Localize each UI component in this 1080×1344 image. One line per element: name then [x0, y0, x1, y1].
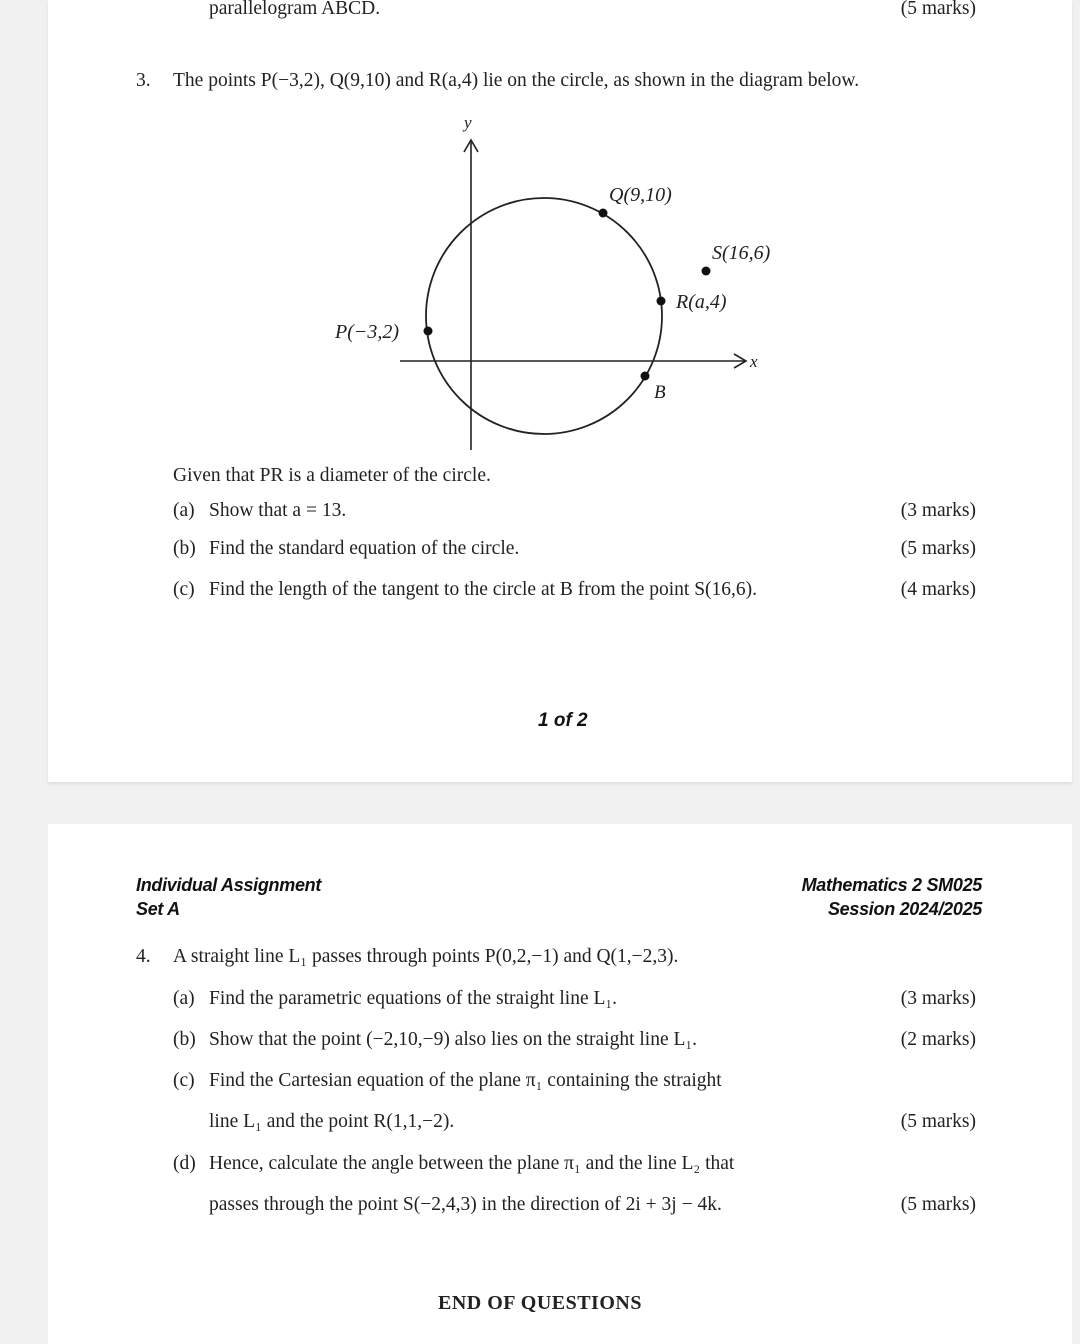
- q3-given: Given that PR is a diameter of the circle.: [173, 465, 491, 486]
- q4d-marks: (5 marks): [900, 1194, 976, 1215]
- point-P: [424, 327, 433, 336]
- q3b-label: (b): [173, 538, 196, 559]
- q3c-label: (c): [173, 579, 195, 600]
- header-assignment: Individual Assignment: [136, 875, 322, 895]
- q4b-marks: (2 marks): [900, 1029, 976, 1050]
- q3b-marks: (5 marks): [900, 538, 976, 559]
- previous-question-tail: parallelogram ABCD.: [209, 0, 381, 19]
- q4d-label: (d): [173, 1153, 196, 1174]
- point-Q: [599, 209, 608, 218]
- header-course: Mathematics 2 SM025: [801, 875, 982, 895]
- q4d-text: Hence, calculate the angle between the plane π₁ and the line L₂ that: [209, 1153, 735, 1174]
- x-axis-label: x: [750, 352, 758, 371]
- label-S: S(16,6): [712, 242, 771, 264]
- q4-number: 4.: [136, 946, 151, 967]
- q3b-text: Find the standard equation of the circle.: [209, 538, 520, 559]
- q4b-label: (b): [173, 1029, 196, 1050]
- q4b-text: Show that the point (−2,10,−9) also lies on the straight line L₁.: [209, 1029, 698, 1050]
- header-session: Session 2024/2025: [827, 899, 982, 919]
- q3-stem: The points P(−3,2), Q(9,10) and R(a,4) lie on the circle, as shown in the diagram below.: [173, 70, 860, 91]
- circle-diagram: [48, 0, 1072, 470]
- q4d-text-line2: passes through the point S(−2,4,3) in the direction of 2i + 3j − 4k.: [209, 1194, 722, 1215]
- q3c-marks: (4 marks): [900, 579, 976, 600]
- q4c-label: (c): [173, 1070, 195, 1091]
- header-set: Set A: [136, 899, 180, 919]
- label-P: P(−3,2): [335, 321, 400, 343]
- q4c-text: Find the Cartesian equation of the plane π₁ containing the straight: [209, 1070, 722, 1091]
- label-Q: Q(9,10): [609, 184, 672, 206]
- page-number: 1 of 2: [538, 710, 588, 731]
- q3a-label: (a): [173, 500, 195, 521]
- point-S: [702, 267, 711, 276]
- previous-question-marks: (5 marks): [900, 0, 976, 19]
- q4c-marks: (5 marks): [900, 1111, 976, 1132]
- label-B: B: [654, 382, 666, 403]
- q4a-marks: (3 marks): [900, 988, 976, 1009]
- q3a-marks: (3 marks): [900, 500, 976, 521]
- q3c-text: Find the length of the tangent to the circle at B from the point S(16,6).: [209, 579, 758, 600]
- point-B: [641, 372, 650, 381]
- q3a-text: Show that a = 13.: [209, 500, 347, 521]
- end-of-questions: END OF QUESTIONS: [438, 1292, 642, 1314]
- circle: [426, 198, 662, 434]
- q4a-label: (a): [173, 988, 195, 1009]
- q4a-text: Find the parametric equations of the straight line L₁.: [209, 988, 618, 1009]
- q4-stem: A straight line L₁ passes through points P(0,2,−1) and Q(1,−2,3).: [173, 946, 679, 967]
- q3-number: 3.: [136, 70, 151, 91]
- q4c-text-line2: line L₁ and the point R(1,1,−2).: [209, 1111, 455, 1132]
- label-R: R(a,4): [676, 291, 727, 313]
- page-1: [48, 0, 1072, 782]
- page-2: [48, 824, 1072, 1344]
- y-axis-label: y: [464, 113, 472, 132]
- point-R: [657, 297, 666, 306]
